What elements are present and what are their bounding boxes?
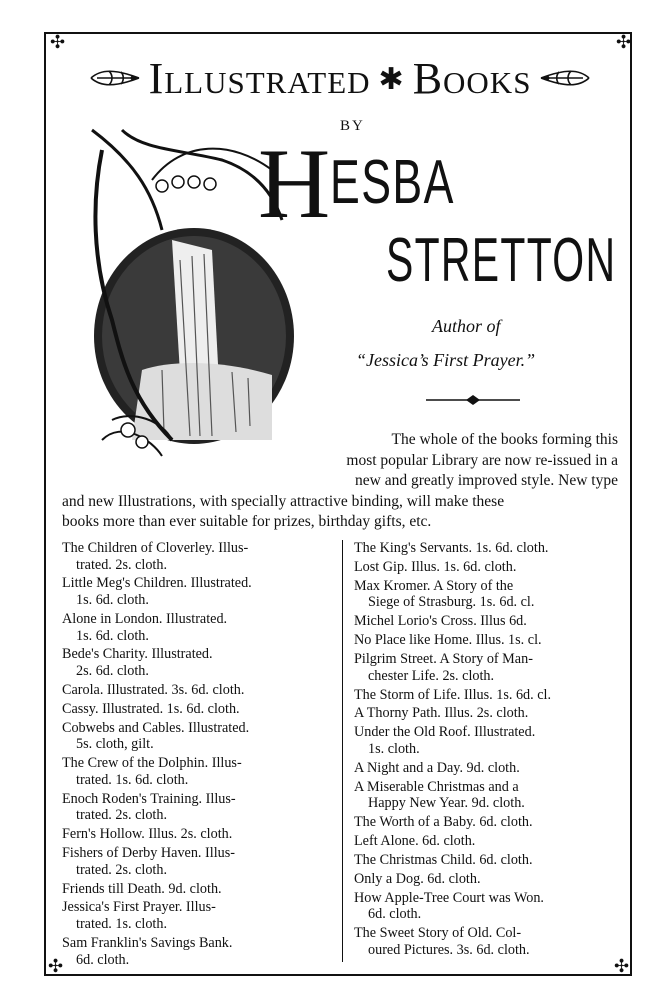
book-entry — [354, 632, 616, 649]
book-entry — [354, 814, 616, 831]
book-entry-line: trated. 2s. cloth. — [76, 861, 168, 878]
intro-paragraph — [62, 430, 618, 533]
book-entry — [354, 760, 616, 777]
book-entry-line: How Apple-Tree Court was Won. — [354, 889, 544, 906]
book-entry — [354, 871, 616, 888]
title-word-books: Books — [412, 53, 532, 103]
book-entry — [62, 899, 326, 932]
author-initial-letter: H — [258, 128, 331, 239]
author-last-name: STRETTON — [386, 226, 617, 295]
title-word-illustrated: Illustrated — [148, 53, 371, 103]
book-entry-line: Pilgrim Street. A Story of Man- — [354, 651, 533, 668]
book-entry-line: Cassy. Illustrated. 1s. 6d. cloth. — [62, 700, 240, 717]
book-entry — [62, 755, 326, 788]
book-entry-line: Max Kromer. A Story of the — [354, 577, 514, 594]
book-entry — [354, 724, 616, 757]
book-entry-line: chester Life. 2s. cloth. — [368, 667, 495, 684]
book-entry-line: Little Meg's Children. Illustrated. — [62, 575, 252, 592]
book-entry — [62, 881, 326, 898]
book-entry — [62, 826, 326, 843]
book-entry — [354, 833, 616, 850]
book-entry-line: 1s. cloth. — [368, 740, 420, 757]
book-entry-line: Fern's Hollow. Illus. 2s. cloth. — [62, 826, 233, 843]
book-entry-line: trated. 2s. cloth. — [76, 807, 168, 824]
book-entry-line: Friends till Death. 9d. cloth. — [62, 880, 222, 897]
book-entry-line: The King's Servants. 1s. 6d. cloth. — [354, 540, 549, 556]
book-entry-line: The Christmas Child. 6d. cloth. — [354, 851, 533, 868]
book-entry — [62, 935, 326, 968]
corner-ornament-icon: ✣ — [614, 956, 630, 977]
intro-line: new and greatly improved style. New type — [355, 472, 618, 489]
book-entry-line: No Place like Home. Illus. 1s. cl. — [354, 632, 542, 649]
book-entry — [354, 890, 616, 923]
book-entry — [354, 613, 616, 630]
book-entry — [354, 540, 616, 557]
author-of-label: Author of — [432, 316, 501, 336]
intro-line: books more than ever suitable for prizes, birthday gifts, etc. — [62, 513, 432, 530]
book-entry-line: Only a Dog. 6d. cloth. — [354, 870, 481, 887]
book-entry-line: 1s. 6d. cloth. — [76, 592, 149, 609]
book-entry-line: 6d. cloth. — [368, 906, 422, 923]
book-entry-line: The Children of Cloverley. Illus- — [62, 540, 249, 556]
book-entry-line: A Miserable Christmas and a — [354, 778, 519, 795]
book-entry-line: Fishers of Derby Haven. Illus- — [62, 845, 235, 862]
intro-line: most popular Library are now re-issued in a — [346, 451, 618, 469]
book-entry-line: Michel Lorio's Cross. Illus 6d. — [354, 613, 527, 630]
book-list-right-column — [354, 540, 616, 961]
book-list — [62, 540, 618, 970]
byline-label: BY — [340, 118, 365, 134]
book-entry — [354, 559, 616, 576]
book-entry — [62, 682, 326, 699]
book-entry — [354, 852, 616, 869]
book-entry — [62, 845, 326, 878]
intro-line: The whole of the books forming this — [391, 431, 618, 448]
book-entry-line: 6d. cloth. — [76, 951, 130, 968]
book-entry — [62, 720, 326, 753]
intro-line: and new Illustrations, with specially attractive binding, will make these — [62, 492, 505, 510]
book-entry-line: Alone in London. Illustrated. — [62, 610, 228, 627]
book-entry-line: Jessica's First Prayer. Illus- — [62, 899, 216, 916]
book-entry-line: The Sweet Story of Old. Col- — [354, 925, 522, 942]
book-entry-line: trated. 1s. 6d. cloth. — [76, 771, 189, 788]
book-entry-line: oured Pictures. 3s. 6d. cloth. — [368, 941, 530, 958]
book-entry-line: The Worth of a Baby. 6d. cloth. — [354, 814, 533, 831]
book-entry-line: Bede's Charity. Illustrated. — [62, 646, 213, 663]
book-entry-line: Sam Franklin's Savings Bank. — [62, 934, 233, 951]
book-list-left-column — [62, 540, 326, 970]
book-entry — [354, 779, 616, 812]
book-entry-line: A Thorny Path. Illus. 2s. cloth. — [354, 705, 529, 722]
book-entry-line: Lost Gip. Illus. 1s. 6d. cloth. — [354, 558, 517, 575]
book-entry-line: trated. 2s. cloth. — [76, 556, 168, 573]
flourish-left-icon — [89, 65, 141, 91]
title-row — [60, 52, 620, 104]
book-entry-line: 5s. cloth, gilt. — [76, 736, 154, 753]
book-entry — [62, 791, 326, 824]
book-entry — [62, 540, 326, 573]
book-entry — [354, 651, 616, 684]
corner-ornament-icon: ✣ — [50, 32, 66, 53]
book-entry-line: trated. 1s. cloth. — [76, 916, 168, 933]
corner-ornament-icon: ✣ — [616, 32, 632, 53]
book-entry-line: Enoch Roden's Training. Illus- — [62, 790, 236, 807]
book-entry-line: Carola. Illustrated. 3s. 6d. cloth. — [62, 681, 245, 698]
book-entry — [354, 705, 616, 722]
book-entry-line: Under the Old Roof. Illustrated. — [354, 724, 536, 741]
page-title — [149, 53, 532, 104]
book-entry-line: Happy New Year. 9d. cloth. — [368, 795, 525, 812]
book-entry-line: Cobwebs and Cables. Illustrated. — [62, 719, 250, 736]
book-entry — [62, 646, 326, 679]
book-entry — [62, 575, 326, 608]
ornamental-rule-icon — [426, 394, 520, 406]
star-icon: ✱ — [378, 62, 405, 96]
book-entry-line: The Crew of the Dolphin. Illus- — [62, 755, 242, 772]
book-entry-line: Siege of Strasburg. 1s. 6d. cl. — [368, 594, 535, 611]
book-entry-line: 1s. 6d. cloth. — [76, 627, 149, 644]
author-first-name: ESBA — [330, 148, 455, 217]
book-entry — [354, 687, 616, 704]
book-entry-line: The Storm of Life. Illus. 1s. 6d. cl. — [354, 686, 552, 703]
book-entry — [62, 611, 326, 644]
corner-ornament-icon: ✣ — [48, 956, 64, 977]
book-entry-line: A Night and a Day. 9d. cloth. — [354, 759, 520, 776]
famous-work-title: “Jessica’s First Prayer.” — [356, 350, 536, 370]
book-entry — [354, 578, 616, 611]
book-entry — [354, 925, 616, 958]
book-entry — [62, 701, 326, 718]
book-entry-line: 2s. 6d. cloth. — [76, 663, 149, 680]
flourish-right-icon — [539, 65, 591, 91]
book-entry-line: Left Alone. 6d. cloth. — [354, 833, 476, 850]
